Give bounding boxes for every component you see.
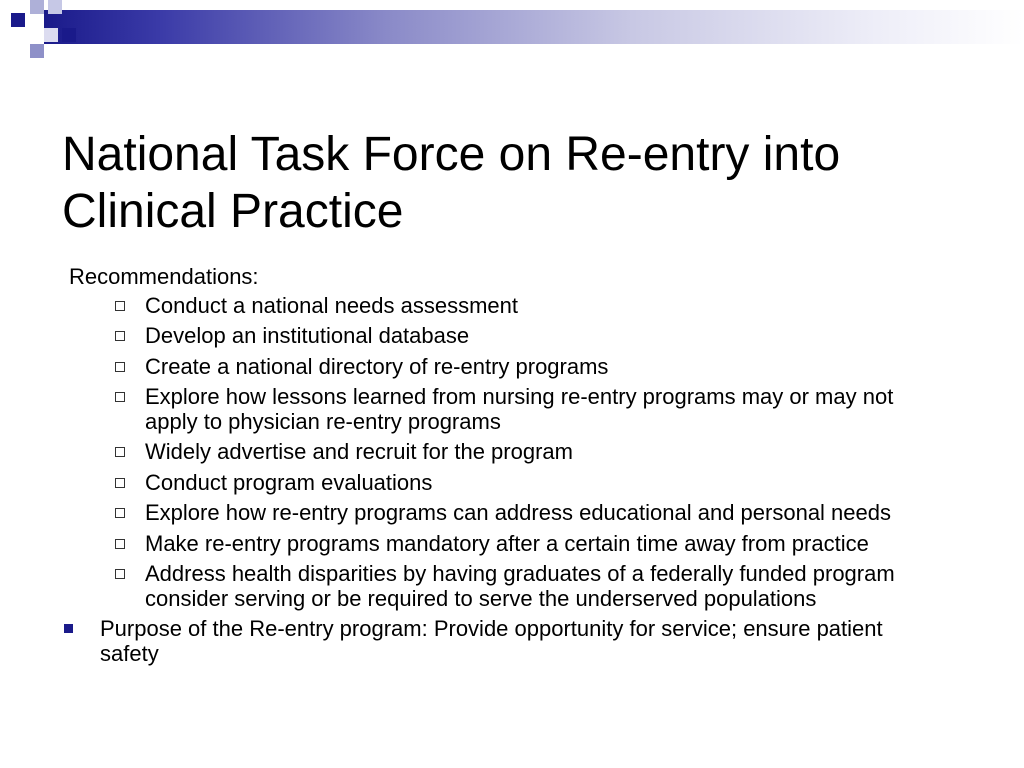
- list-item: [62, 471, 962, 496]
- list-item-text: Make re-entry programs mandatory after a certain time away from practice: [145, 530, 869, 556]
- list-item: [62, 294, 962, 319]
- list-item-text: Explore how re-entry programs can address educational and personal needs: [145, 500, 891, 525]
- decorative-square: [30, 0, 44, 14]
- slide-body: [62, 265, 962, 666]
- slide-title: National Task Force on Re-entry into Clinical Practice: [62, 128, 841, 238]
- list-item: [62, 355, 962, 380]
- list-item: [62, 324, 962, 349]
- recommendations-list: [62, 294, 962, 612]
- hollow-square-bullet-icon: [115, 301, 125, 311]
- hollow-square-bullet-icon: [115, 331, 125, 341]
- recommendations-heading: Recommendations:: [69, 264, 259, 289]
- list-item: [62, 532, 962, 557]
- list-item-text: Conduct program evaluations: [145, 469, 433, 495]
- list-item-text: Widely advertise and recruit for the program: [145, 439, 573, 464]
- list-item-text: Address health disparities by having graduates of a federally funded program consider serving or be required to serve the underserved populations: [145, 561, 895, 611]
- list-item: [62, 440, 962, 465]
- hollow-square-bullet-icon: [115, 362, 125, 372]
- decorative-square: [30, 44, 44, 58]
- decorative-square: [44, 28, 58, 42]
- list-item-text: Conduct a national needs assessment: [145, 292, 519, 318]
- list-item-text: Explore how lessons learned from nursing re-entry programs may or may not apply to physician re-entry programs: [145, 384, 894, 434]
- hollow-square-bullet-icon: [115, 478, 125, 488]
- purpose-text: Purpose of the Re-entry program: Provide opportunity for service; ensure patient safety: [100, 616, 883, 666]
- hollow-square-bullet-icon: [115, 508, 125, 518]
- hollow-square-bullet-icon: [115, 392, 125, 402]
- filled-square-bullet-icon: [64, 624, 73, 633]
- list-item: [62, 385, 962, 434]
- list-item-text: Create a national directory of re-entry programs: [145, 353, 609, 379]
- hollow-square-bullet-icon: [115, 539, 125, 549]
- decorative-square: [62, 28, 76, 42]
- list-item: [62, 562, 962, 611]
- decorative-square: [48, 0, 62, 14]
- list-item-text: Develop an institutional database: [145, 323, 470, 348]
- header-gradient-bar: [44, 10, 1024, 44]
- hollow-square-bullet-icon: [115, 569, 125, 579]
- decorative-square: [11, 13, 25, 27]
- list-item: [62, 501, 962, 526]
- purpose-item: [62, 617, 962, 666]
- hollow-square-bullet-icon: [115, 447, 125, 457]
